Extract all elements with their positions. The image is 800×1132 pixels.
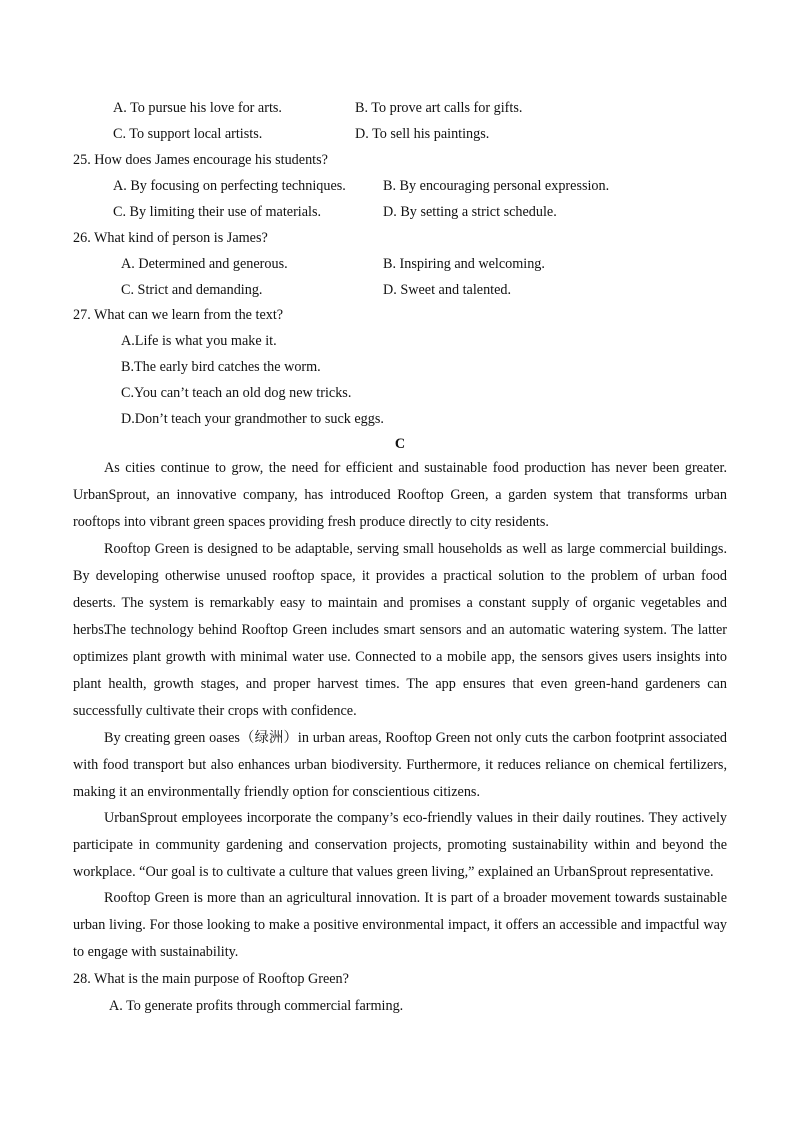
q25-stem: 25. How does James encourage his students? [73, 152, 328, 168]
passage-paragraph-3: The technology behind Rooftop Green includes smart sensors and an automatic watering system. The latter optimizes plant growth with minimal water use. Connected to a mobile app, the sensors gives users insights into plant health, growth stages, and proper harvest times. The app ensures that even green-hand gardeners can successfully cultivate their crops with confidence. [73, 622, 727, 719]
section-heading: C [394, 436, 406, 452]
passage-paragraph-2: Rooftop Green is designed to be adaptable, serving small households as well as large commercial buildings. By developing otherwise unused rooftop space, it provides a practical solution to the problem of urban food deserts. The system is remarkably easy to maintain and promises a constant supply of organic vegetables and herbs. [73, 541, 727, 638]
q26-option-d: D. Sweet and talented. [383, 282, 512, 298]
q25-option-a: A. By focusing on perfecting techniques. [113, 178, 346, 194]
q24-option-c: C. To support local artists. [113, 126, 263, 142]
passage-paragraph-5: UrbanSprout employees incorporate the company’s eco-friendly values in their daily routines. They actively participate in community gardening and conservation projects, promoting sustainability within and beyond the workplace. “Our goal is to cultivate a culture that values green living,” explained an UrbanSprout representative. [73, 810, 727, 880]
q26-option-a: A. Determined and generous. [121, 256, 288, 272]
q24-option-a: A. To pursue his love for arts. [113, 100, 282, 116]
passage-paragraph-6: Rooftop Green is more than an agricultural innovation. It is part of a broader movement towards sustainable urban living. For those looking to make a positive environmental impact, it offers an accessible and impactful way to engage with sustainability. [73, 890, 727, 960]
q25-option-d: D. By setting a strict schedule. [383, 204, 557, 220]
q27-option-c: C.You can’t teach an old dog new tricks. [121, 385, 352, 401]
passage-paragraph-4: By creating green oases（绿洲）in urban areas, Rooftop Green not only cuts the carbon footprint associated with food transport but also enhances urban biodiversity. Furthermore, it reduces reliance on chemical fertilizers, making it an environmentally friendly option for conscientious citizens. [73, 730, 727, 800]
q26-option-b: B. Inspiring and welcoming. [383, 256, 545, 272]
q27-option-b: B.The early bird catches the worm. [121, 359, 321, 375]
q24-option-d: D. To sell his paintings. [355, 126, 490, 142]
q27-option-d: D.Don’t teach your grandmother to suck eggs. [121, 411, 384, 427]
q28-option-a: A. To generate profits through commercial farming. [109, 998, 404, 1014]
q25-option-b: B. By encouraging personal expression. [383, 178, 610, 194]
q27-stem: 27. What can we learn from the text? [73, 307, 284, 323]
q25-option-c: C. By limiting their use of materials. [113, 204, 322, 220]
q28-stem: 28. What is the main purpose of Rooftop Green? [73, 971, 349, 987]
q27-option-a: A.Life is what you make it. [121, 333, 277, 349]
q26-stem: 26. What kind of person is James? [73, 230, 268, 246]
q26-option-c: C. Strict and demanding. [121, 282, 263, 298]
q24-option-b: B. To prove art calls for gifts. [355, 100, 523, 116]
passage-paragraph-1: As cities continue to grow, the need for efficient and sustainable food production has never been greater. UrbanSprout, an innovative company, has introduced Rooftop Green, a garden system that transforms urban rooftops into vibrant green spaces providing fresh produce directly to city residents. [73, 460, 727, 530]
